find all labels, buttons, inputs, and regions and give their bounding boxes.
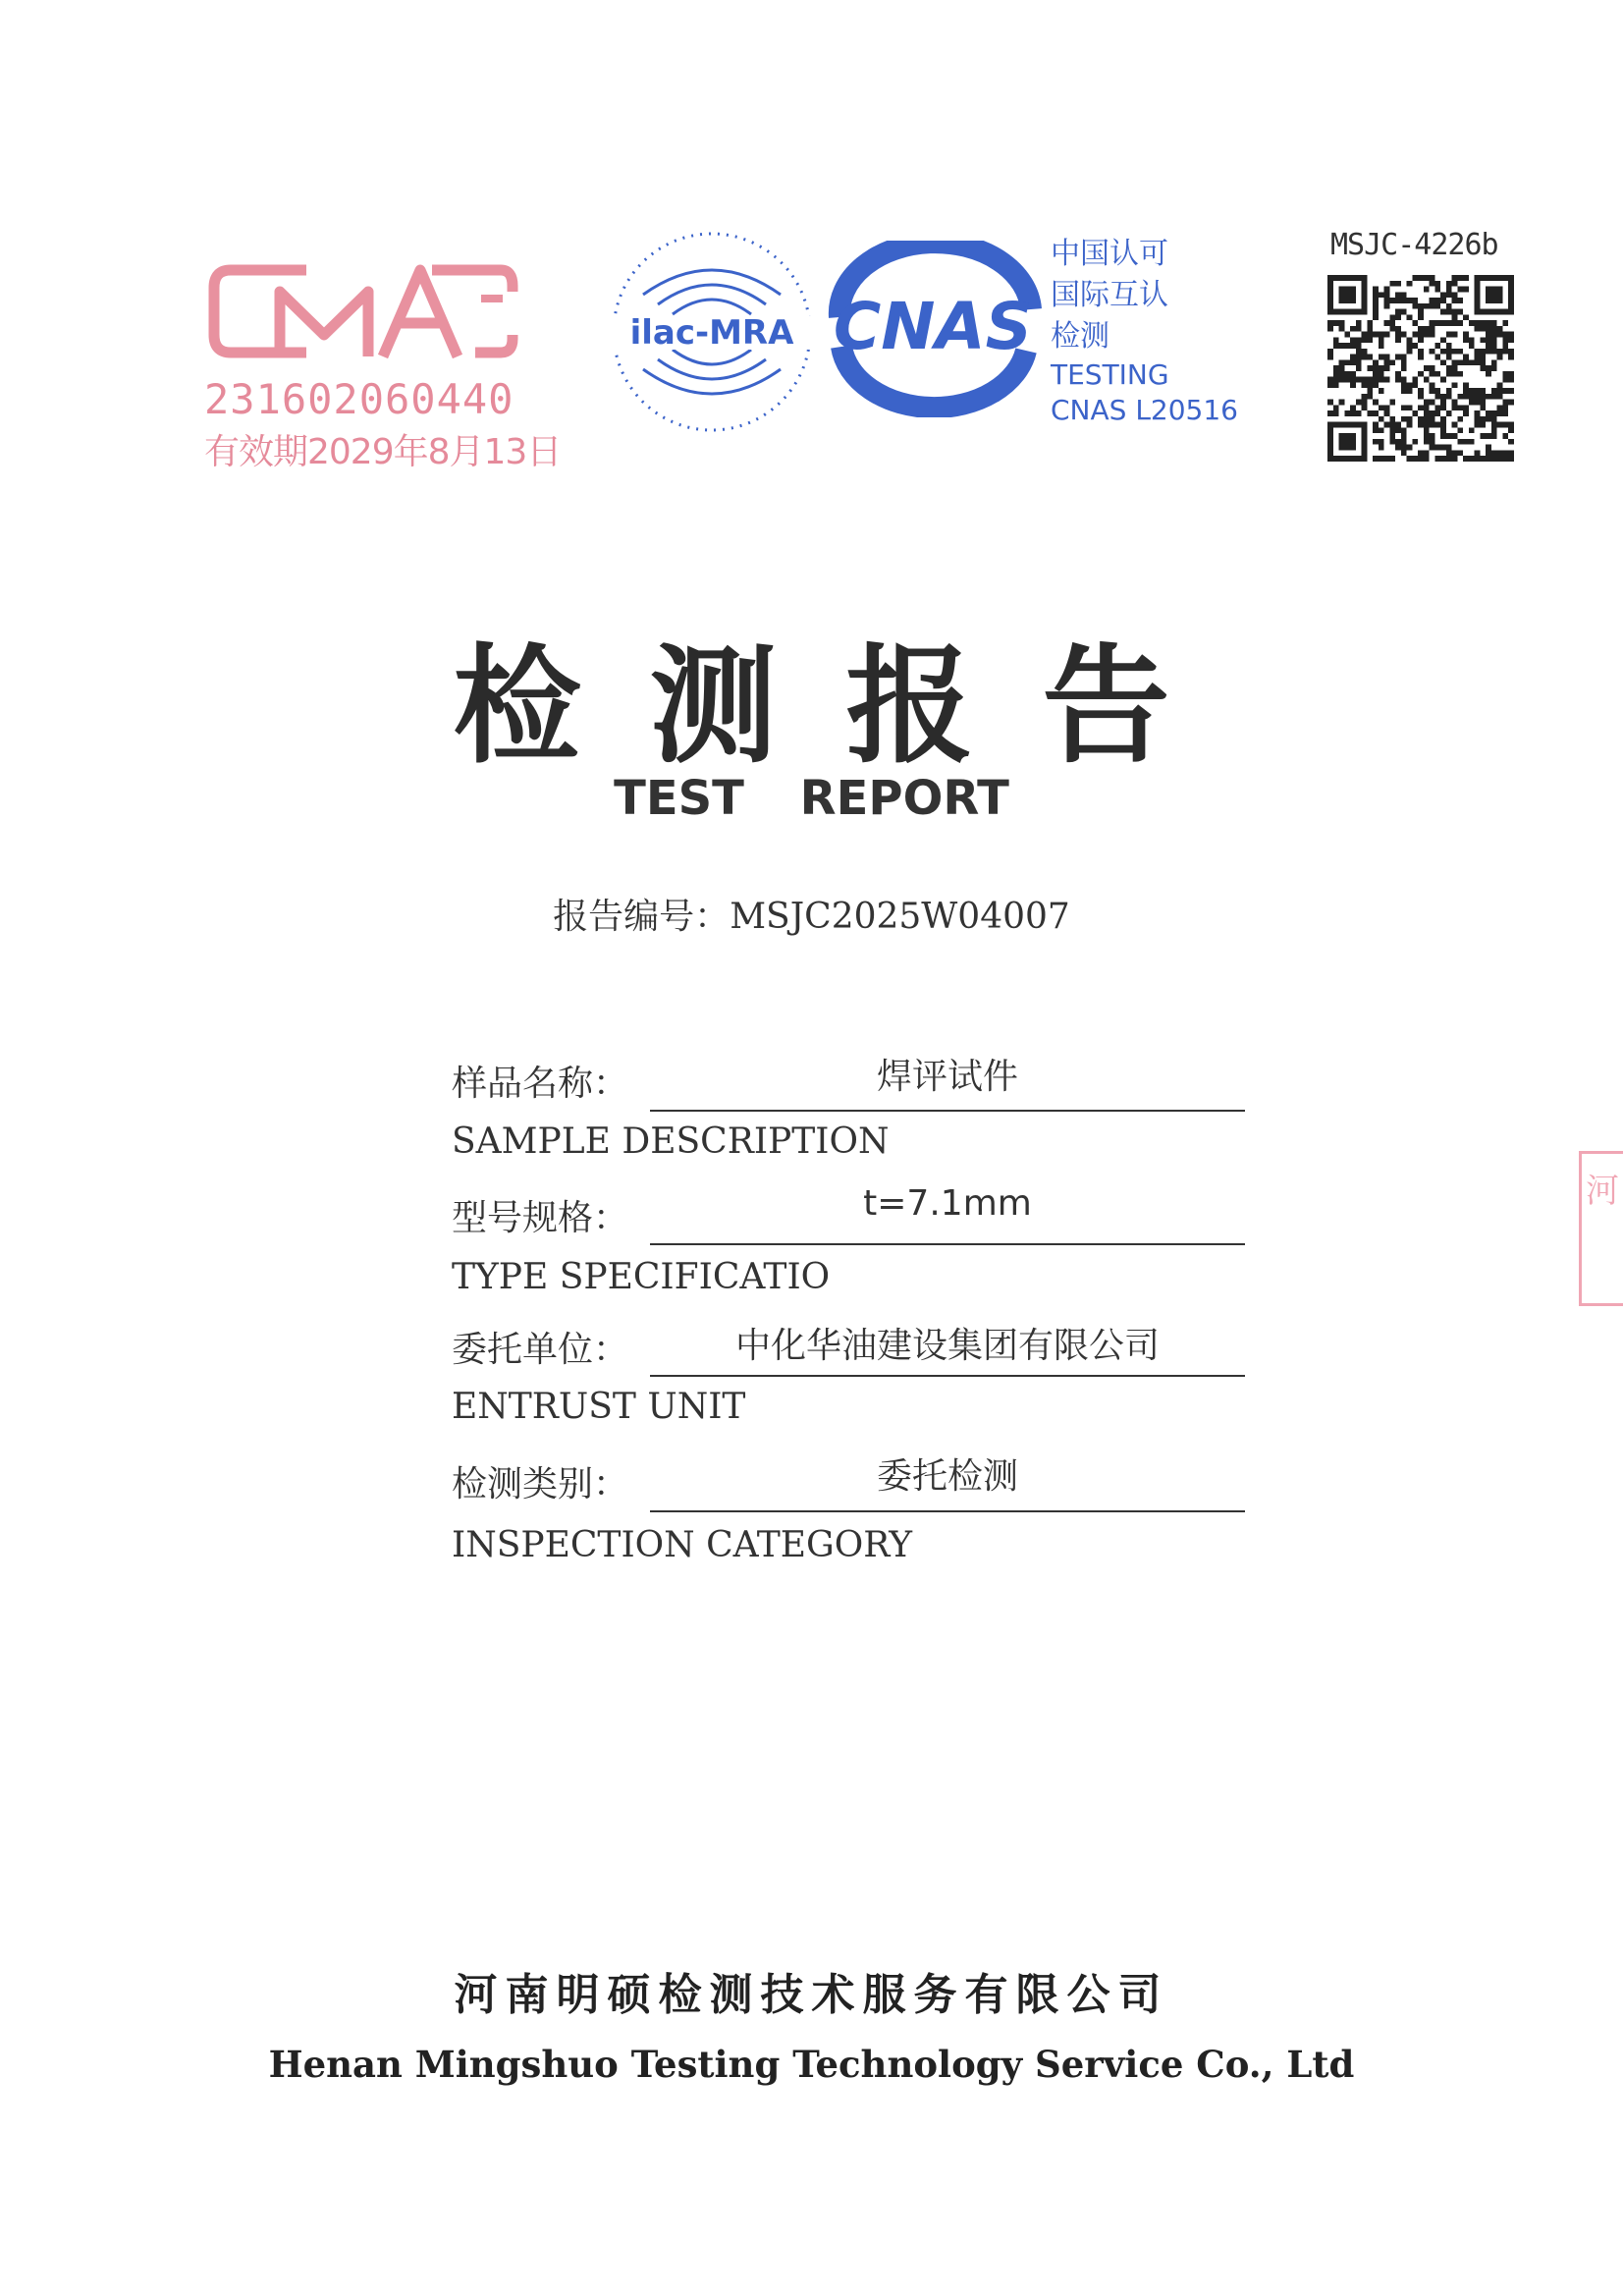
sample-label-en: SAMPLE DESCRIPTION bbox=[452, 1121, 890, 1162]
svg-text:CNAS: CNAS bbox=[833, 289, 1033, 364]
type-label: 型号规格： bbox=[452, 1198, 629, 1238]
report-number-label: 报告编号： bbox=[553, 897, 730, 937]
cnas-line-2: 国际互认 bbox=[1051, 278, 1168, 312]
ilac-mra-logo bbox=[604, 226, 820, 437]
cma-certificate-number: 231602060440 bbox=[204, 375, 514, 423]
sample-value: 焊评试件 bbox=[876, 1057, 1018, 1097]
category-underline bbox=[650, 1510, 1245, 1512]
svg-text:ilac-MRA: ilac-MRA bbox=[629, 313, 794, 353]
report-number bbox=[0, 889, 1623, 939]
client-label: 委托单位： bbox=[452, 1330, 629, 1370]
category-label-en: INSPECTION CATEGORY bbox=[452, 1525, 913, 1565]
cma-validity-date: 有效期2029年8月13日 bbox=[204, 432, 562, 472]
report-number-value: MSJC2025W04007 bbox=[730, 897, 1070, 937]
company-name-en: Henan Mingshuo Testing Technology Service Co., Ltd bbox=[268, 2043, 1355, 2086]
cnas-accreditation-number: CNAS L20516 bbox=[1051, 394, 1238, 426]
client-underline bbox=[650, 1375, 1245, 1377]
report-title-en: TEST REPORT bbox=[614, 771, 1009, 826]
sample-underline bbox=[650, 1110, 1245, 1112]
type-label-en: TYPE SPECIFICATIO bbox=[452, 1257, 831, 1297]
sample-label: 样品名称： bbox=[452, 1064, 629, 1104]
company-name-cn: 河南明硕检测技术服务有限公司 bbox=[454, 1970, 1169, 2020]
cnas-line-3: 检测 bbox=[1051, 319, 1109, 354]
side-seal-stamp: 河 bbox=[1579, 1151, 1623, 1306]
report-title-cn: 检测报告 bbox=[453, 631, 1239, 781]
type-underline bbox=[650, 1243, 1245, 1245]
qr-caption: MSJC-4226b bbox=[1330, 228, 1498, 262]
cnas-testing: TESTING bbox=[1051, 358, 1169, 391]
cnas-accreditation-text bbox=[1051, 234, 1238, 428]
client-value: 中化华油建设集团有限公司 bbox=[734, 1326, 1160, 1366]
category-label: 检测类别： bbox=[452, 1464, 629, 1504]
cnas-line-1: 中国认可 bbox=[1051, 237, 1168, 271]
qr-code-icon bbox=[1327, 275, 1514, 462]
client-label-en: ENTRUST UNIT bbox=[452, 1387, 746, 1427]
cnas-logo bbox=[820, 241, 1046, 417]
category-value: 委托检测 bbox=[876, 1456, 1018, 1497]
type-value: t=7.1mm bbox=[863, 1183, 1032, 1224]
